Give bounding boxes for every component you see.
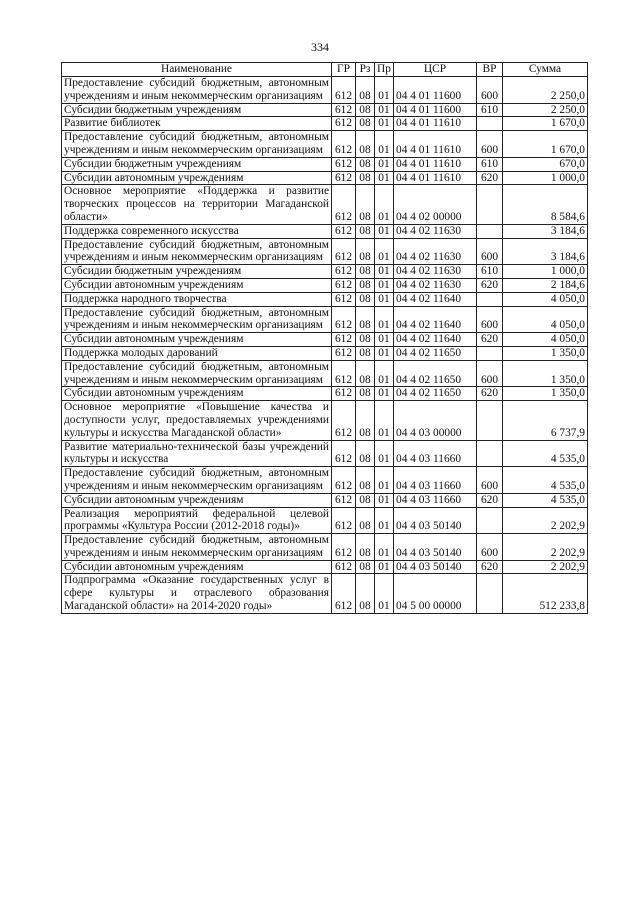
cell-name: Субсидии автономным учреждениям bbox=[62, 333, 332, 347]
cell-pr: 01 bbox=[375, 224, 394, 238]
cell-name: Предоставление субсидий бюджетным, автономным учреждениям и иным некоммерческим организациям bbox=[62, 467, 332, 494]
cell-rz: 08 bbox=[356, 360, 375, 387]
cell-rz: 08 bbox=[356, 534, 375, 561]
cell-vr: 620 bbox=[477, 171, 503, 185]
cell-csr: 04 4 03 11660 bbox=[394, 467, 477, 494]
cell-name: Подпрограмма «Оказание государственных услуг в сфере культуры и отраслевого образования Магаданской области» на 2014-2020 годы» bbox=[62, 574, 332, 613]
cell-name: Предоставление субсидий бюджетным, автономным учреждениям и иным некоммерческим организациям bbox=[62, 238, 332, 265]
cell-vr bbox=[477, 574, 503, 613]
cell-pr: 01 bbox=[375, 185, 394, 224]
cell-name: Реализация мероприятий федеральной целевой программы «Культура России (2012-2018 годы)» bbox=[62, 507, 332, 534]
cell-rz: 08 bbox=[356, 185, 375, 224]
cell-pr: 01 bbox=[375, 171, 394, 185]
cell-gr: 612 bbox=[332, 103, 356, 117]
cell-rz: 08 bbox=[356, 278, 375, 292]
cell-sum: 670,0 bbox=[503, 157, 588, 171]
table-row bbox=[62, 401, 588, 440]
cell-gr: 612 bbox=[332, 157, 356, 171]
cell-rz: 08 bbox=[356, 440, 375, 467]
cell-rz: 08 bbox=[356, 77, 375, 104]
cell-rz: 08 bbox=[356, 117, 375, 131]
cell-sum: 3 184,6 bbox=[503, 238, 588, 265]
cell-vr bbox=[477, 224, 503, 238]
cell-csr: 04 4 01 11610 bbox=[394, 117, 477, 131]
cell-name: Субсидии бюджетным учреждениям bbox=[62, 265, 332, 279]
cell-vr: 600 bbox=[477, 131, 503, 158]
cell-csr: 04 4 02 11630 bbox=[394, 265, 477, 279]
cell-rz: 08 bbox=[356, 171, 375, 185]
cell-gr: 612 bbox=[332, 467, 356, 494]
cell-gr: 612 bbox=[332, 185, 356, 224]
table-row bbox=[62, 103, 588, 117]
cell-csr: 04 4 02 11630 bbox=[394, 278, 477, 292]
cell-rz: 08 bbox=[356, 507, 375, 534]
cell-name: Предоставление субсидий бюджетным, автономным учреждениям и иным некоммерческим организациям bbox=[62, 77, 332, 104]
cell-sum: 1 350,0 bbox=[503, 387, 588, 401]
page-number: 334 bbox=[311, 40, 329, 54]
table-row bbox=[62, 292, 588, 306]
cell-name: Субсидии бюджетным учреждениям bbox=[62, 157, 332, 171]
cell-csr: 04 4 02 11640 bbox=[394, 333, 477, 347]
cell-pr: 01 bbox=[375, 360, 394, 387]
cell-vr: 600 bbox=[477, 238, 503, 265]
cell-pr: 01 bbox=[375, 278, 394, 292]
cell-pr: 01 bbox=[375, 440, 394, 467]
cell-rz: 08 bbox=[356, 493, 375, 507]
cell-csr: 04 4 03 11660 bbox=[394, 440, 477, 467]
cell-pr: 01 bbox=[375, 560, 394, 574]
table-body bbox=[62, 77, 588, 614]
cell-gr: 612 bbox=[332, 534, 356, 561]
cell-pr: 01 bbox=[375, 493, 394, 507]
cell-sum: 512 233,8 bbox=[503, 574, 588, 613]
cell-pr: 01 bbox=[375, 401, 394, 440]
cell-vr: 620 bbox=[477, 560, 503, 574]
cell-pr: 01 bbox=[375, 103, 394, 117]
table-row bbox=[62, 185, 588, 224]
cell-csr: 04 4 02 11640 bbox=[394, 306, 477, 333]
cell-gr: 612 bbox=[332, 346, 356, 360]
cell-csr: 04 4 02 11630 bbox=[394, 224, 477, 238]
cell-gr: 612 bbox=[332, 493, 356, 507]
cell-rz: 08 bbox=[356, 333, 375, 347]
table-row bbox=[62, 560, 588, 574]
cell-pr: 01 bbox=[375, 507, 394, 534]
cell-name: Развитие материально-технической базы учреждений культуры и искусства bbox=[62, 440, 332, 467]
cell-rz: 08 bbox=[356, 157, 375, 171]
cell-pr: 01 bbox=[375, 306, 394, 333]
cell-name: Поддержка молодых дарований bbox=[62, 346, 332, 360]
cell-sum: 2 250,0 bbox=[503, 103, 588, 117]
cell-gr: 612 bbox=[332, 401, 356, 440]
cell-name: Предоставление субсидий бюджетным, автономным учреждениям и иным некоммерческим организациям bbox=[62, 360, 332, 387]
cell-csr: 04 4 02 11650 bbox=[394, 387, 477, 401]
table-row bbox=[62, 265, 588, 279]
cell-gr: 612 bbox=[332, 265, 356, 279]
cell-rz: 08 bbox=[356, 292, 375, 306]
cell-csr: 04 4 01 11610 bbox=[394, 157, 477, 171]
cell-pr: 01 bbox=[375, 77, 394, 104]
cell-csr: 04 4 03 50140 bbox=[394, 534, 477, 561]
cell-name: Поддержка современного искусства bbox=[62, 224, 332, 238]
cell-gr: 612 bbox=[332, 360, 356, 387]
cell-csr: 04 4 02 11630 bbox=[394, 238, 477, 265]
cell-csr: 04 4 03 50140 bbox=[394, 507, 477, 534]
cell-vr bbox=[477, 185, 503, 224]
cell-pr: 01 bbox=[375, 117, 394, 131]
cell-vr: 620 bbox=[477, 278, 503, 292]
cell-sum: 1 350,0 bbox=[503, 346, 588, 360]
cell-vr: 600 bbox=[477, 77, 503, 104]
cell-gr: 612 bbox=[332, 131, 356, 158]
cell-name: Субсидии автономным учреждениям bbox=[62, 560, 332, 574]
table-row bbox=[62, 507, 588, 534]
cell-name: Предоставление субсидий бюджетным, автономным учреждениям и иным некоммерческим организациям bbox=[62, 534, 332, 561]
cell-gr: 612 bbox=[332, 77, 356, 104]
cell-csr: 04 4 02 00000 bbox=[394, 185, 477, 224]
cell-vr bbox=[477, 346, 503, 360]
cell-sum: 4 050,0 bbox=[503, 292, 588, 306]
cell-name: Развитие библиотек bbox=[62, 117, 332, 131]
cell-pr: 01 bbox=[375, 387, 394, 401]
table-row bbox=[62, 467, 588, 494]
cell-csr: 04 4 01 11610 bbox=[394, 171, 477, 185]
table-row bbox=[62, 493, 588, 507]
cell-sum: 1 670,0 bbox=[503, 131, 588, 158]
header-csr: ЦСР bbox=[394, 63, 477, 77]
cell-sum: 1 670,0 bbox=[503, 117, 588, 131]
cell-pr: 01 bbox=[375, 265, 394, 279]
cell-gr: 612 bbox=[332, 440, 356, 467]
cell-csr: 04 4 02 11640 bbox=[394, 292, 477, 306]
cell-vr: 600 bbox=[477, 534, 503, 561]
cell-gr: 612 bbox=[332, 387, 356, 401]
cell-gr: 612 bbox=[332, 224, 356, 238]
cell-csr: 04 4 01 11600 bbox=[394, 103, 477, 117]
cell-csr: 04 4 02 11650 bbox=[394, 360, 477, 387]
table-row bbox=[62, 440, 588, 467]
cell-sum: 3 184,6 bbox=[503, 224, 588, 238]
cell-rz: 08 bbox=[356, 560, 375, 574]
cell-vr: 620 bbox=[477, 333, 503, 347]
cell-sum: 2 202,9 bbox=[503, 560, 588, 574]
table-row bbox=[62, 534, 588, 561]
cell-sum: 2 184,6 bbox=[503, 278, 588, 292]
cell-rz: 08 bbox=[356, 131, 375, 158]
cell-sum: 4 535,0 bbox=[503, 493, 588, 507]
cell-vr: 600 bbox=[477, 360, 503, 387]
cell-gr: 612 bbox=[332, 292, 356, 306]
table-row bbox=[62, 387, 588, 401]
cell-rz: 08 bbox=[356, 103, 375, 117]
cell-vr: 610 bbox=[477, 103, 503, 117]
header-rz: Рз bbox=[356, 63, 375, 77]
cell-pr: 01 bbox=[375, 238, 394, 265]
cell-vr: 620 bbox=[477, 387, 503, 401]
cell-csr: 04 4 03 50140 bbox=[394, 560, 477, 574]
cell-name: Субсидии автономным учреждениям bbox=[62, 278, 332, 292]
cell-sum: 4 535,0 bbox=[503, 467, 588, 494]
cell-pr: 01 bbox=[375, 131, 394, 158]
cell-pr: 01 bbox=[375, 574, 394, 613]
cell-rz: 08 bbox=[356, 401, 375, 440]
table-row bbox=[62, 157, 588, 171]
cell-csr: 04 4 03 11660 bbox=[394, 493, 477, 507]
table-row bbox=[62, 278, 588, 292]
cell-pr: 01 bbox=[375, 467, 394, 494]
cell-csr: 04 4 01 11610 bbox=[394, 131, 477, 158]
table-row bbox=[62, 333, 588, 347]
header-sum: Сумма bbox=[503, 63, 588, 77]
cell-name: Поддержка народного творчества bbox=[62, 292, 332, 306]
cell-sum: 4 050,0 bbox=[503, 333, 588, 347]
cell-vr bbox=[477, 117, 503, 131]
cell-pr: 01 bbox=[375, 333, 394, 347]
cell-name: Предоставление субсидий бюджетным, автономным учреждениям и иным некоммерческим организациям bbox=[62, 306, 332, 333]
table-row bbox=[62, 238, 588, 265]
cell-pr: 01 bbox=[375, 534, 394, 561]
cell-gr: 612 bbox=[332, 333, 356, 347]
cell-name: Предоставление субсидий бюджетным, автономным учреждениям и иным некоммерческим организациям bbox=[62, 131, 332, 158]
budget-table bbox=[61, 62, 588, 614]
cell-vr: 610 bbox=[477, 157, 503, 171]
cell-sum: 2 202,9 bbox=[503, 534, 588, 561]
cell-sum: 2 202,9 bbox=[503, 507, 588, 534]
table-row bbox=[62, 224, 588, 238]
header-vr: ВР bbox=[477, 63, 503, 77]
cell-sum: 4 535,0 bbox=[503, 440, 588, 467]
cell-vr: 600 bbox=[477, 467, 503, 494]
cell-rz: 08 bbox=[356, 238, 375, 265]
header-gr: ГР bbox=[332, 63, 356, 77]
cell-csr: 04 4 03 00000 bbox=[394, 401, 477, 440]
table-header-row bbox=[62, 63, 588, 77]
cell-sum: 2 250,0 bbox=[503, 77, 588, 104]
cell-sum: 8 584,6 bbox=[503, 185, 588, 224]
table-row bbox=[62, 117, 588, 131]
table-row bbox=[62, 306, 588, 333]
cell-vr bbox=[477, 440, 503, 467]
cell-name: Субсидии автономным учреждениям bbox=[62, 171, 332, 185]
cell-rz: 08 bbox=[356, 574, 375, 613]
table-row bbox=[62, 77, 588, 104]
cell-gr: 612 bbox=[332, 574, 356, 613]
cell-rz: 08 bbox=[356, 224, 375, 238]
cell-rz: 08 bbox=[356, 346, 375, 360]
cell-gr: 612 bbox=[332, 560, 356, 574]
cell-pr: 01 bbox=[375, 292, 394, 306]
cell-vr bbox=[477, 507, 503, 534]
cell-gr: 612 bbox=[332, 238, 356, 265]
cell-rz: 08 bbox=[356, 467, 375, 494]
cell-csr: 04 4 02 11650 bbox=[394, 346, 477, 360]
cell-pr: 01 bbox=[375, 346, 394, 360]
cell-vr: 620 bbox=[477, 493, 503, 507]
cell-rz: 08 bbox=[356, 387, 375, 401]
cell-vr: 600 bbox=[477, 306, 503, 333]
cell-pr: 01 bbox=[375, 157, 394, 171]
cell-gr: 612 bbox=[332, 278, 356, 292]
cell-gr: 612 bbox=[332, 171, 356, 185]
cell-sum: 1 350,0 bbox=[503, 360, 588, 387]
cell-name: Субсидии бюджетным учреждениям bbox=[62, 103, 332, 117]
cell-gr: 612 bbox=[332, 306, 356, 333]
cell-gr: 612 bbox=[332, 507, 356, 534]
cell-rz: 08 bbox=[356, 265, 375, 279]
table-row bbox=[62, 346, 588, 360]
cell-sum: 4 050,0 bbox=[503, 306, 588, 333]
cell-name: Основное мероприятие «Поддержка и развитие творческих процессов на территории Магаданской области» bbox=[62, 185, 332, 224]
cell-vr bbox=[477, 292, 503, 306]
table-row bbox=[62, 131, 588, 158]
cell-vr: 610 bbox=[477, 265, 503, 279]
cell-name: Субсидии автономным учреждениям bbox=[62, 493, 332, 507]
cell-gr: 612 bbox=[332, 117, 356, 131]
header-pr: Пр bbox=[375, 63, 394, 77]
table-row bbox=[62, 171, 588, 185]
cell-csr: 04 4 01 11600 bbox=[394, 77, 477, 104]
cell-sum: 1 000,0 bbox=[503, 265, 588, 279]
table-row bbox=[62, 360, 588, 387]
cell-rz: 08 bbox=[356, 306, 375, 333]
cell-name: Субсидии автономным учреждениям bbox=[62, 387, 332, 401]
table-row bbox=[62, 574, 588, 613]
cell-csr: 04 5 00 00000 bbox=[394, 574, 477, 613]
cell-sum: 1 000,0 bbox=[503, 171, 588, 185]
cell-sum: 6 737,9 bbox=[503, 401, 588, 440]
cell-name: Основное мероприятие «Повышение качества и доступности услуг, предоставляемых учреждениями культуры и искусства Магаданской области» bbox=[62, 401, 332, 440]
cell-vr bbox=[477, 401, 503, 440]
header-name: Наименование bbox=[62, 63, 332, 77]
